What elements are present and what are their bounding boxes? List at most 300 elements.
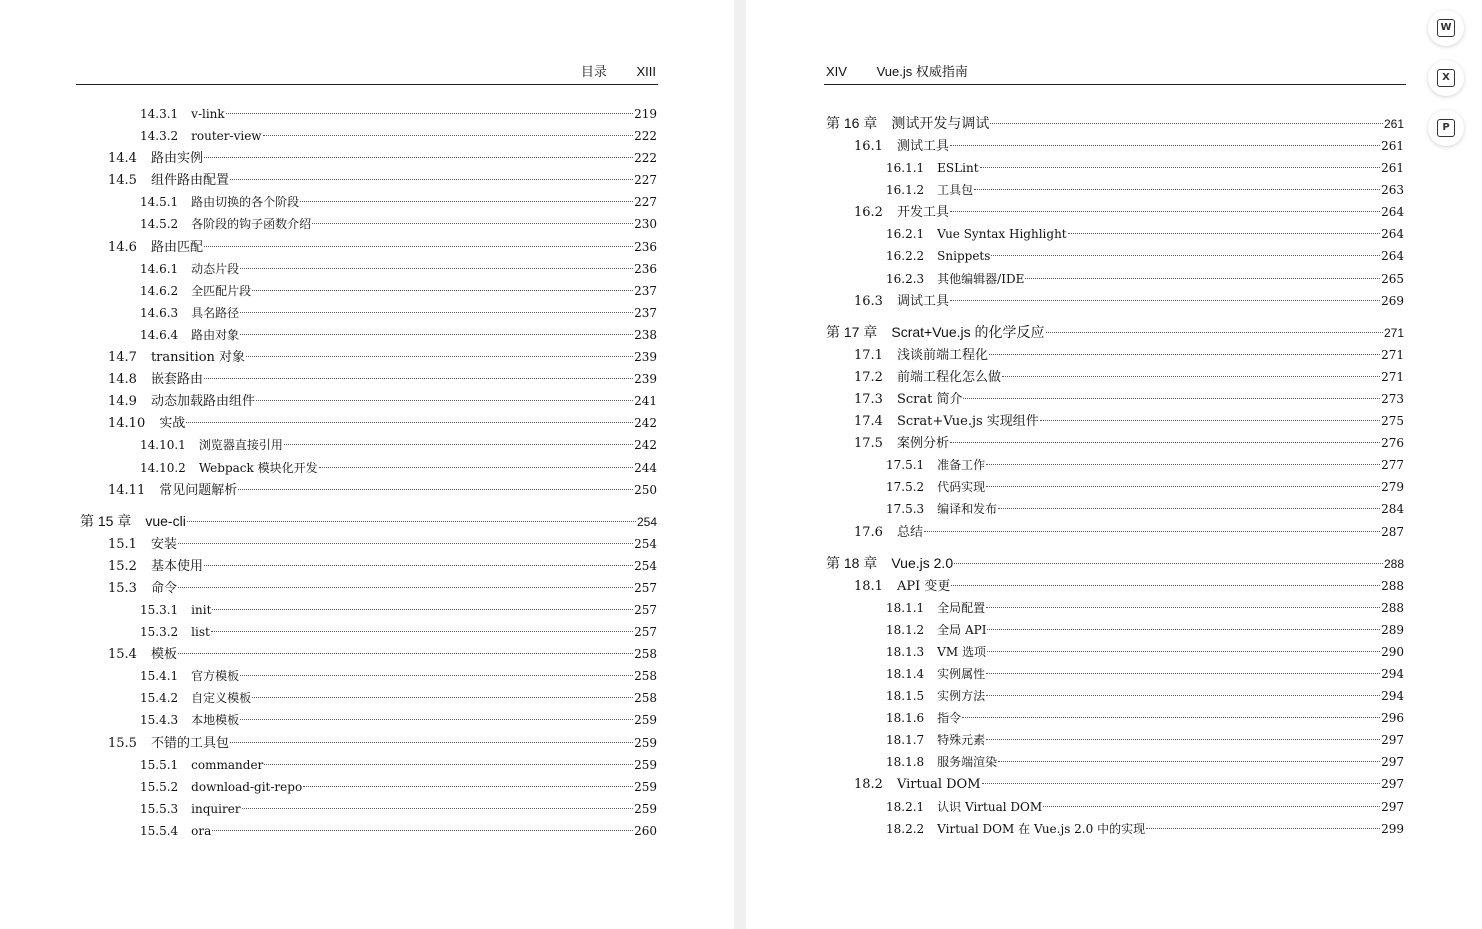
- word-export-button[interactable]: [1428, 10, 1464, 46]
- toc-entry-title: 动态片段: [191, 261, 240, 276]
- toc-entry-page: 241: [634, 394, 657, 409]
- toc-entry-number: 15.3.1: [140, 602, 179, 617]
- dot-leader: [990, 123, 1383, 124]
- dot-leader: [187, 521, 636, 522]
- toc-entry-page: 290: [1381, 644, 1404, 659]
- toc-entry[interactable]: [80, 236, 657, 258]
- toc-entry-title: transition 对象: [150, 350, 246, 366]
- toc-entry-title: 常见问题解析: [159, 482, 238, 498]
- toc-entry-page: 273: [1381, 391, 1404, 406]
- toc-entry-number: 18.1.4: [886, 666, 925, 681]
- toc-entry-title: list: [191, 625, 210, 640]
- header-page-number: XIV: [826, 64, 847, 79]
- toc-entry[interactable]: [80, 280, 657, 302]
- toc-entry-page: 264: [1381, 227, 1404, 242]
- toc-entry[interactable]: [80, 191, 657, 213]
- dot-leader: [212, 830, 633, 831]
- toc-entry-title: 指令: [937, 711, 962, 726]
- toc-entry-title: 其他编辑器/IDE: [937, 271, 1025, 286]
- toc-entry-page: 297: [1381, 777, 1404, 792]
- dot-leader: [989, 354, 1380, 355]
- toc-entry-number: 15.5.3: [140, 801, 179, 816]
- toc-entry[interactable]: [826, 344, 1404, 366]
- dot-leader: [980, 167, 1381, 168]
- toc-entry-title: ora: [191, 823, 212, 838]
- left-page: [0, 0, 734, 929]
- toc-entry[interactable]: [80, 125, 657, 147]
- toc-entry-page: 237: [634, 283, 657, 298]
- toc-entry-number: 18.2.2: [886, 821, 925, 836]
- toc-entry[interactable]: [80, 555, 657, 577]
- toc-entry-title: Scrat 简介: [896, 391, 963, 407]
- toc-entry[interactable]: [80, 820, 657, 842]
- excel-export-button[interactable]: [1428, 60, 1464, 96]
- toc-entry-page: 222: [634, 151, 657, 166]
- dot-leader: [230, 742, 633, 743]
- dot-leader: [1046, 332, 1383, 333]
- toc-entry-page: 244: [634, 460, 657, 475]
- toc-entry-page: 296: [1381, 711, 1404, 726]
- toc-entry-title: Scrat+Vue.js 的化学反应: [891, 323, 1045, 340]
- toc-entry-page: 265: [1381, 271, 1404, 286]
- toc-entry[interactable]: [80, 798, 657, 820]
- toc-entry-page: 263: [1381, 183, 1404, 198]
- toc-entry[interactable]: [826, 521, 1404, 543]
- toc-entry-number: 15.3: [108, 580, 137, 596]
- toc-entry-page: 288: [1381, 600, 1404, 615]
- dot-leader: [242, 808, 634, 809]
- toc-entry-number: 14.10: [108, 416, 146, 432]
- toc-chapter-entry[interactable]: [826, 111, 1404, 135]
- toc-entry-number: 14.5: [108, 173, 137, 189]
- toc-entry-title: commander: [191, 757, 264, 772]
- toc-entry-number: 15.1: [108, 536, 137, 552]
- toc-entry-title: 各阶段的钩子函数介绍: [191, 217, 312, 232]
- toc-entry[interactable]: [80, 577, 657, 599]
- toc-entry[interactable]: [80, 599, 657, 621]
- toc-entry-page: 236: [634, 261, 657, 276]
- header-title: 目录: [580, 64, 607, 79]
- toc-entry-title: 安装: [150, 536, 177, 552]
- excel-icon: X: [1437, 69, 1455, 87]
- toc-entry[interactable]: [826, 432, 1404, 454]
- toc-entry-title: 测试工具: [896, 139, 949, 154]
- toc-entry-title: 动态加载路由组件: [150, 394, 255, 410]
- toc-entry-title: inquirer: [191, 801, 241, 816]
- toc-entry-title: 命令: [150, 580, 177, 596]
- toc-entry[interactable]: [826, 135, 1404, 157]
- toc-entry-number: 14.6.4: [140, 327, 179, 342]
- toc-entry[interactable]: [80, 457, 657, 479]
- toc-entry-page: 258: [634, 669, 657, 684]
- toc-entry-page: 242: [634, 416, 657, 431]
- toc-entry-title: 服务端渲染: [937, 755, 998, 770]
- toc-entry-number: 15.3.2: [140, 625, 179, 640]
- toc-entry-page: 288: [1381, 578, 1404, 593]
- toc-entry[interactable]: [826, 201, 1404, 223]
- dot-leader: [963, 398, 1380, 399]
- toc-entry-title: Virtual DOM: [896, 777, 981, 793]
- toc-entry-title: API 变更: [896, 578, 951, 594]
- toc-entry-number: 15.5.4: [140, 823, 179, 838]
- toc-entry-page: 271: [1381, 369, 1404, 384]
- toc-entry[interactable]: [826, 818, 1404, 840]
- toc-entry[interactable]: [826, 641, 1404, 663]
- dot-leader: [1002, 376, 1380, 377]
- toc-entry[interactable]: [826, 476, 1404, 498]
- toc-entry-page: 289: [1381, 622, 1404, 637]
- toc-entry-title: 准备工作: [937, 458, 986, 473]
- toc-entry-title: ESLint: [937, 161, 979, 176]
- dot-leader: [240, 268, 633, 269]
- toc-entry[interactable]: [826, 454, 1404, 476]
- toc-entry-title: Scrat+Vue.js 实现组件: [896, 414, 1039, 430]
- toc-entry[interactable]: [826, 290, 1404, 312]
- dot-leader: [226, 113, 633, 114]
- toc-entry-title: 自定义模板: [191, 691, 252, 706]
- toc-entry-page: 254: [636, 514, 657, 529]
- dot-leader: [264, 764, 633, 765]
- toc-entry[interactable]: [826, 597, 1404, 619]
- toc-entry-page: 239: [634, 350, 657, 365]
- ppt-export-button[interactable]: [1428, 110, 1464, 146]
- toc-entry-page: 277: [1381, 458, 1404, 473]
- toc-entry-page: 258: [634, 691, 657, 706]
- toc-entry[interactable]: [80, 754, 657, 776]
- right-page: [746, 0, 1482, 929]
- toc-entry[interactable]: [826, 663, 1404, 685]
- toc-entry-title: 浏览器直接引用: [198, 438, 283, 453]
- toc-entry-number: 16.1.2: [886, 183, 925, 198]
- toc-entry-number: 15.4.2: [140, 691, 179, 706]
- dot-leader: [240, 334, 633, 335]
- toc-entry-number: 第 15 章: [80, 512, 132, 529]
- toc-entry-number: 第 18 章: [826, 554, 878, 571]
- toc-entry-title: 浅谈前端工程化: [896, 347, 988, 363]
- toc-entry-number: 14.6.2: [140, 283, 179, 298]
- toc-entry-number: 15.5.2: [140, 779, 179, 794]
- toc-entry[interactable]: [80, 533, 657, 555]
- toc-entry[interactable]: [80, 213, 657, 235]
- toc-entry-title: 路由实例: [150, 151, 203, 167]
- toc-entry-page: 254: [634, 558, 657, 573]
- toc-chapter-entry[interactable]: [826, 320, 1404, 344]
- toc-entry-number: 18.1.7: [886, 733, 925, 748]
- toc-entry-title: 路由对象: [191, 327, 240, 342]
- toc-entry-number: 14.3.1: [140, 107, 179, 121]
- toc-entry-number: 14.6.1: [140, 261, 179, 276]
- toc-entry[interactable]: [826, 388, 1404, 410]
- dot-leader: [982, 783, 1381, 784]
- toc-entry-number: 15.5.1: [140, 757, 179, 772]
- toc-entry-number: 18.1.5: [886, 689, 925, 704]
- toc-entry-page: 297: [1381, 755, 1404, 770]
- toc-entry[interactable]: [80, 169, 657, 191]
- toc-entry-number: 18.1.1: [886, 600, 925, 615]
- toc-entry-number: 14.7: [108, 350, 137, 366]
- dot-leader: [987, 629, 1380, 630]
- toc-entry-number: 14.8: [108, 372, 137, 388]
- dot-leader: [1068, 233, 1380, 234]
- toc-entry[interactable]: [826, 179, 1404, 201]
- toc-entry-number: 14.5.2: [140, 217, 179, 232]
- toc-entry-title: 基本使用: [150, 558, 203, 574]
- toc-entry-page: 287: [1381, 524, 1404, 539]
- toc-entry-page: 227: [634, 173, 657, 188]
- toc-entry-page: 271: [1381, 347, 1404, 362]
- toc-entry-page: 299: [1381, 821, 1404, 836]
- toc-entry[interactable]: [80, 709, 657, 731]
- toc-entry[interactable]: [80, 302, 657, 324]
- toc-entry-number: 14.9: [108, 394, 137, 410]
- toc-entry[interactable]: [80, 479, 657, 501]
- toc-entry[interactable]: [80, 621, 657, 643]
- toc-entry-title: 实例属性: [937, 666, 986, 681]
- toc-entry-page: 257: [634, 625, 657, 640]
- toc-entry-page: 288: [1383, 556, 1404, 571]
- dot-leader: [986, 607, 1380, 608]
- toc-entry-number: 16.2: [854, 205, 883, 221]
- toc-entry[interactable]: [80, 643, 657, 665]
- toc-entry[interactable]: [826, 773, 1404, 795]
- toc-entry-number: 14.3.2: [140, 129, 179, 144]
- toc-entry-page: 261: [1383, 117, 1404, 131]
- dot-leader: [950, 442, 1380, 443]
- toc-entry-number: 16.1: [854, 139, 883, 154]
- toc-entry-title: 组件路由配置: [150, 173, 229, 189]
- toc-entry-title: VM 选项: [937, 644, 986, 659]
- toc-entry[interactable]: [826, 410, 1404, 432]
- toc-entry-title: 全匹配片段: [191, 283, 252, 298]
- toc-entry[interactable]: [80, 368, 657, 390]
- toc-entry[interactable]: [80, 324, 657, 346]
- toc-entry[interactable]: [80, 346, 657, 368]
- dot-leader: [178, 587, 633, 588]
- toc-entry-title: Vue Syntax Highlight: [937, 227, 1067, 242]
- dot-leader: [178, 653, 633, 654]
- toc-entry-number: 15.5: [108, 735, 137, 751]
- toc-entry-page: 259: [634, 735, 657, 750]
- dot-leader: [986, 486, 1380, 487]
- toc-entry[interactable]: [80, 732, 657, 754]
- toc-entry-title: 编译和发布: [937, 502, 998, 517]
- dot-leader: [238, 489, 633, 490]
- toc-entry[interactable]: [80, 776, 657, 798]
- toc-entry-title: 路由切换的各个阶段: [191, 195, 300, 210]
- toc-entry[interactable]: [80, 258, 657, 280]
- toc-entry-page: 260: [634, 823, 657, 838]
- dot-leader: [1040, 420, 1380, 421]
- dot-leader: [211, 631, 633, 632]
- dot-leader: [246, 356, 633, 357]
- toc-entry-page: 258: [634, 647, 657, 662]
- toc-entry-title: 实例方法: [937, 689, 986, 704]
- toc-entry-page: 297: [1381, 799, 1404, 814]
- toc-entry[interactable]: [826, 729, 1404, 751]
- toc-entry-page: 239: [634, 372, 657, 387]
- dot-leader: [303, 786, 633, 787]
- toc-entry-number: 14.11: [108, 482, 146, 498]
- dot-leader: [954, 563, 1383, 564]
- right-page-header: [824, 62, 1406, 85]
- toc-chapter-entry[interactable]: [826, 551, 1404, 575]
- toc-entry-title: Webpack 模块化开发: [198, 460, 318, 475]
- toc-entry-number: 14.5.1: [140, 195, 179, 210]
- toc-entry-title: 特殊元素: [937, 733, 986, 748]
- dot-leader: [986, 739, 1380, 740]
- dot-leader: [252, 290, 633, 291]
- toc-entry[interactable]: [826, 751, 1404, 773]
- toc-entry-title: 调试工具: [896, 293, 949, 309]
- toc-entry-title: v-link: [191, 107, 225, 121]
- toc-entry[interactable]: [826, 796, 1404, 818]
- toc-entry-page: 297: [1381, 733, 1404, 748]
- toc-entry-title: router-view: [191, 129, 262, 144]
- toc-entry-title: Snippets: [937, 249, 991, 264]
- toc-entry-title: 前端工程化怎么做: [896, 369, 1001, 385]
- dot-leader: [263, 135, 634, 136]
- dot-leader: [252, 697, 633, 698]
- toc-entry-title: vue-cli: [145, 512, 186, 529]
- ppt-icon: P: [1437, 119, 1455, 137]
- toc-entry[interactable]: [80, 665, 657, 687]
- toc-entry-number: 17.5: [854, 436, 883, 452]
- toc-entry-title: 具名路径: [191, 305, 240, 320]
- toc-list: [826, 103, 1404, 840]
- dot-leader: [204, 378, 633, 379]
- dot-leader: [950, 300, 1380, 301]
- dot-leader: [1146, 828, 1380, 829]
- dot-leader: [986, 464, 1380, 465]
- toc-entry-page: 254: [634, 536, 657, 551]
- toc-entry[interactable]: [826, 366, 1404, 388]
- dot-leader: [240, 312, 633, 313]
- toc-entry-title: 案例分析: [896, 436, 949, 452]
- dot-leader: [204, 157, 633, 158]
- toc-entry[interactable]: [80, 434, 657, 456]
- toc-entry-page: 259: [634, 779, 657, 794]
- dot-leader: [186, 422, 633, 423]
- dot-leader: [1043, 806, 1380, 807]
- toc-entry[interactable]: [826, 619, 1404, 641]
- export-toolbar: [1426, 10, 1466, 160]
- dot-leader: [212, 609, 633, 610]
- toc-entry[interactable]: [826, 245, 1404, 267]
- toc-entry-title: 测试开发与调试: [891, 115, 990, 131]
- dot-leader: [991, 255, 1380, 256]
- toc-entry-number: 16.3: [854, 293, 883, 309]
- dot-leader: [924, 531, 1380, 532]
- toc-entry[interactable]: [826, 157, 1404, 179]
- toc-entry-page: 264: [1381, 249, 1404, 264]
- toc-list: [80, 103, 657, 842]
- toc-entry-number: 18.1: [854, 578, 883, 594]
- toc-entry-page: 294: [1381, 666, 1404, 681]
- toc-entry-page: 294: [1381, 689, 1404, 704]
- dot-leader: [962, 717, 1380, 718]
- toc-entry-title: 全局配置: [937, 600, 986, 615]
- toc-entry[interactable]: [826, 575, 1404, 597]
- header-title: Vue.js 权威指南: [876, 64, 968, 79]
- toc-entry-page: 261: [1381, 161, 1404, 176]
- dot-leader: [987, 651, 1380, 652]
- toc-entry-number: 17.5.2: [886, 480, 925, 495]
- toc-entry[interactable]: [826, 685, 1404, 707]
- toc-entry-page: 269: [1381, 293, 1404, 308]
- toc-entry-number: 17.6: [854, 524, 883, 540]
- toc-chapter-entry[interactable]: [80, 509, 657, 533]
- dot-leader: [950, 211, 1380, 212]
- toc-entry-title: 本地模板: [191, 713, 240, 728]
- left-page-header: [76, 62, 658, 85]
- toc-entry-number: 16.2.3: [886, 271, 925, 286]
- dot-leader: [950, 145, 1380, 146]
- toc-entry-number: 15.2: [108, 558, 137, 574]
- dot-leader: [256, 400, 633, 401]
- toc-entry-page: 259: [634, 757, 657, 772]
- toc-entry[interactable]: [826, 498, 1404, 520]
- toc-entry[interactable]: [80, 390, 657, 412]
- dot-leader: [178, 543, 633, 544]
- toc-entry-page: 276: [1381, 436, 1404, 451]
- dot-leader: [998, 761, 1380, 762]
- dot-leader: [986, 673, 1380, 674]
- toc-entry-page: 284: [1381, 502, 1404, 517]
- toc-entry[interactable]: [80, 412, 657, 434]
- toc-entry-number: 18.2.1: [886, 799, 925, 814]
- header-page-number: XIII: [636, 64, 656, 79]
- toc-entry-page: 257: [634, 602, 657, 617]
- toc-entry-number: 16.2.2: [886, 249, 925, 264]
- toc-entry-title: 代码实现: [937, 480, 986, 495]
- toc-entry[interactable]: [80, 103, 657, 125]
- toc-entry-page: 271: [1383, 325, 1404, 340]
- toc-entry-page: 222: [634, 129, 657, 144]
- toc-entry-number: 17.1: [854, 347, 883, 363]
- toc-entry-page: 275: [1381, 414, 1404, 429]
- toc-entry-number: 14.6.3: [140, 305, 179, 320]
- dot-leader: [951, 585, 1380, 586]
- toc-entry-title: 官方模板: [191, 669, 240, 684]
- dot-leader: [230, 179, 633, 180]
- toc-entry-number: 14.10.1: [140, 438, 186, 453]
- toc-entry-title: download-git-repo: [191, 779, 303, 794]
- toc-entry-page: 264: [1381, 205, 1404, 220]
- toc-entry[interactable]: [80, 687, 657, 709]
- toc-entry-number: 15.4.1: [140, 669, 179, 684]
- dot-leader: [319, 467, 633, 468]
- toc-entry-number: 15.4.3: [140, 713, 179, 728]
- toc-entry-title: init: [191, 602, 212, 617]
- toc-entry-page: 230: [634, 217, 657, 232]
- toc-entry-title: 模板: [150, 647, 177, 663]
- toc-entry-number: 16.2.1: [886, 227, 925, 242]
- toc-entry[interactable]: [826, 268, 1404, 290]
- toc-entry-number: 17.5.1: [886, 458, 925, 473]
- toc-entry-title: 认识 Virtual DOM: [937, 799, 1043, 814]
- toc-entry-title: 路由匹配: [150, 239, 203, 255]
- toc-entry[interactable]: [826, 707, 1404, 729]
- toc-entry-title: 实战: [159, 416, 186, 432]
- toc-entry-page: 261: [1381, 139, 1404, 153]
- toc-entry-title: 全局 API: [937, 622, 987, 637]
- toc-entry-page: 259: [634, 713, 657, 728]
- dot-leader: [240, 719, 633, 720]
- toc-entry-number: 17.3: [854, 391, 883, 407]
- toc-entry[interactable]: [80, 147, 657, 169]
- toc-entry[interactable]: [826, 223, 1404, 245]
- toc-entry-title: 工具包: [937, 183, 974, 198]
